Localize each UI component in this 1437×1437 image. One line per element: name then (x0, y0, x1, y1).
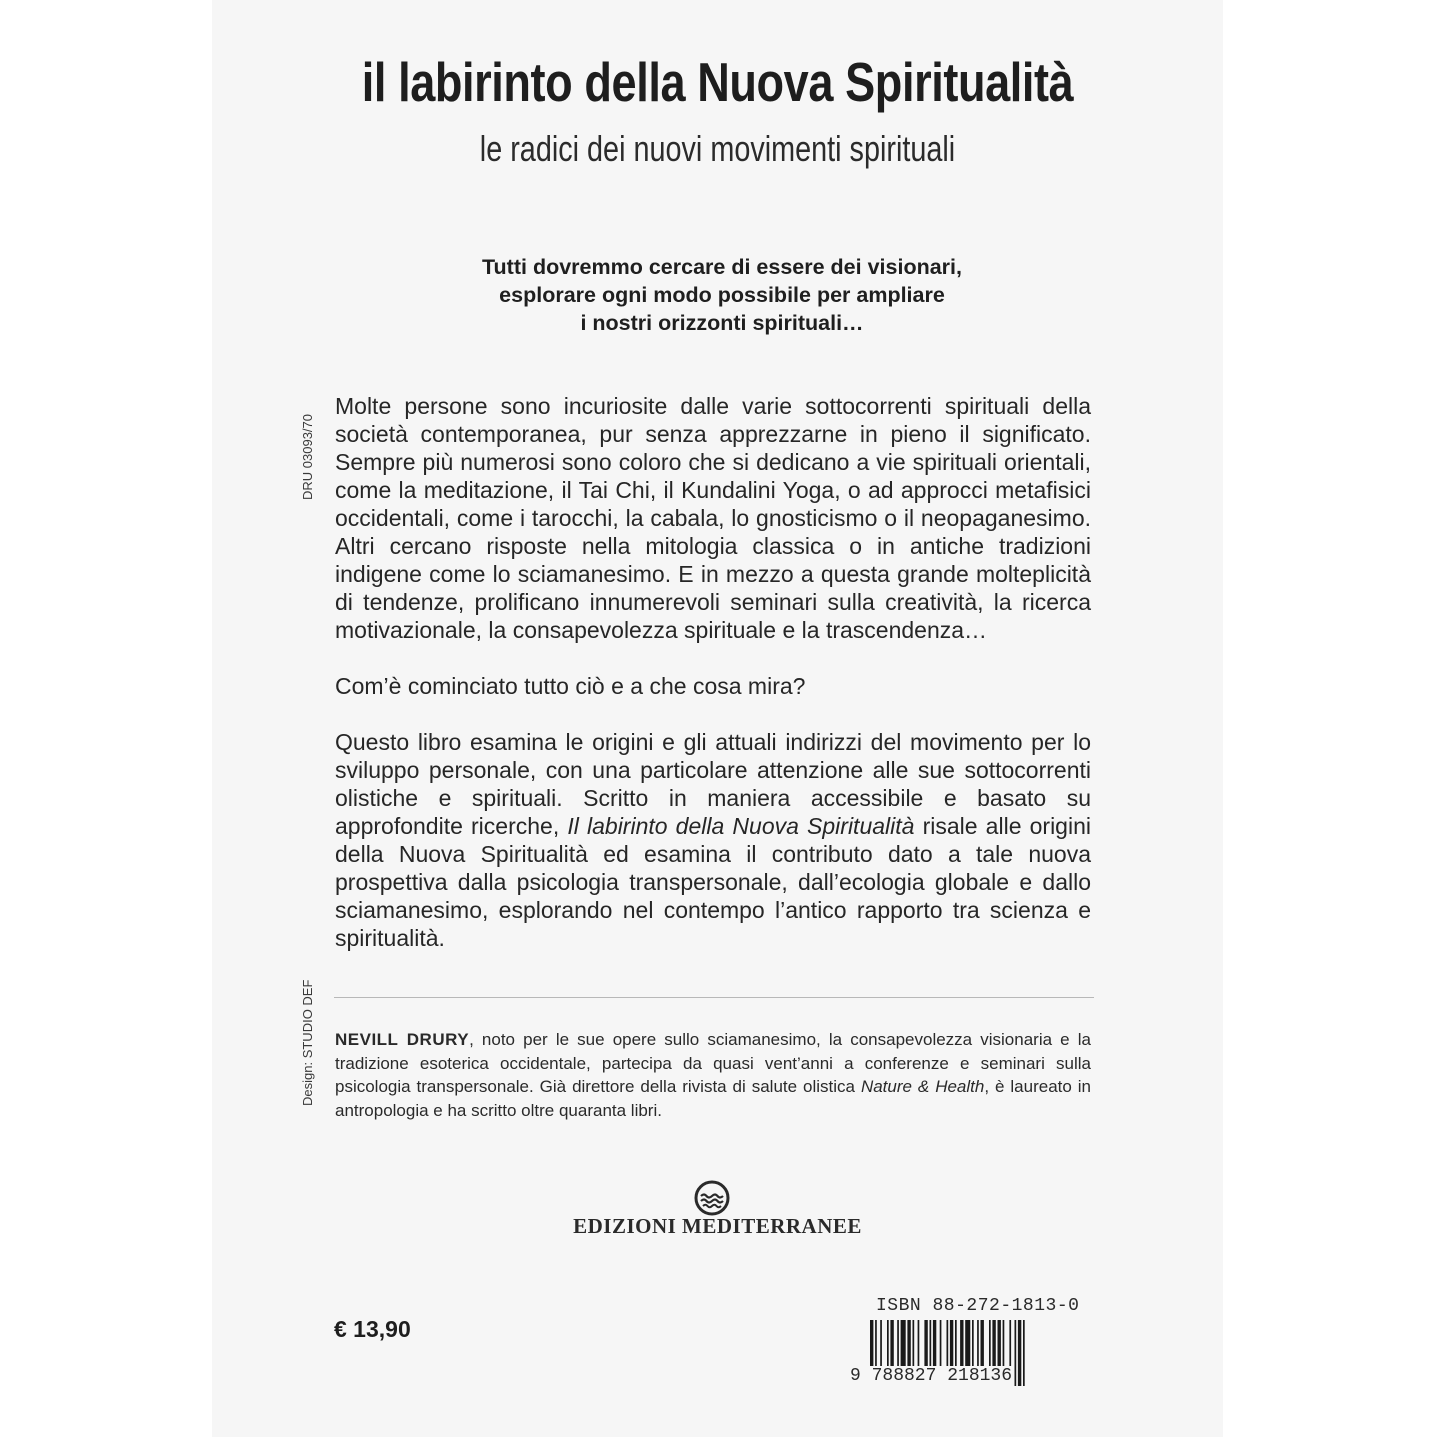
barcode-digits: 9 788827 218136 (850, 1366, 1013, 1386)
book-title-italic: Il labirinto della Nuova Spiritualità (567, 813, 915, 839)
catalog-code: DRU 03093/70 (300, 414, 315, 500)
book-subtitle: le radici dei nuovi movimenti spirituali (479, 128, 956, 169)
book-title: il labirinto della Nuova Spiritualità (361, 51, 1074, 113)
divider-line (334, 997, 1094, 998)
isbn: ISBN 88-272-1813-0 (876, 1296, 1080, 1316)
blurb-text-run: Questo libro esamina le origini e gli attuali indirizzi del movimento per lo sviluppo personale, con una particolare attenzione alle sue sottocorrenti olistiche e spirituali. Scritto in maniera accessibile e basato su approfondite ricerche, (335, 729, 1091, 839)
blurb-text (335, 392, 1091, 952)
barcode-bar (1018, 1320, 1021, 1386)
author-bio-text: , noto per le sue opere sullo sciamanesimo, la consapevolezza visionaria e la tradizione esoterica occidentale, partecipa da quasi vent’anni a conferenze e seminari sulla psicologia transpersonale. Già direttore della rivista di salute olistica (335, 1030, 1091, 1096)
author-bio (335, 1028, 1091, 1122)
quote-line: esplorare ogni modo possibile per ampliare (499, 283, 945, 307)
blurb-paragraph-1: Molte persone sono incuriosite dalle varie sottocorrenti spirituali della società contemporanea, pur senza apprezzarne in pieno il significato. Sempre più numerosi sono coloro che si dedicano a vie spirituali orientali, come la meditazione, il Tai Chi, il Kundalini Yoga, o ad approcci metafisici occidentali, come i tarocchi, la cabala, lo gnosticismo o il neopaganesimo. Altri cercano risposte nella mitologia classica o in antiche tradizioni indigene come lo sciamanesimo. E in mezzo a questa grande molteplicità di tendenze, prolificano innumerevoli seminari sulla creatività, la ricerca motivazionale, la consapevolezza spirituale e la trascendenza… (335, 393, 1091, 643)
magazine-name: Nature & Health (860, 1077, 985, 1096)
barcode-bar (1015, 1320, 1017, 1386)
publisher-name: EDIZIONI MEDITERRANEE (573, 1214, 862, 1238)
blurb-paragraph-3 (335, 728, 1091, 952)
quote-line: i nostri orizzonti spirituali… (580, 311, 864, 335)
book-back-cover (212, 0, 1223, 1437)
author-bio-text: , è laureato in antropologia e ha scritto oltre quaranta libri. (335, 1077, 1092, 1120)
epigraph-quote (412, 253, 1032, 337)
price: € 13,90 (334, 1316, 411, 1342)
barcode-bar (1023, 1320, 1025, 1386)
blurb-text-run: risale alle origini della Nuova Spiritualità ed esamina il contributo dato a tale nuova prospettiva dalla psicologia transpersonale, dall’ecologia globale e dallo sciamanesimo, esplorando nel contempo l’antico rapporto tra scienza e spiritualità. (335, 813, 1091, 951)
quote-line: Tutti dovremmo cercare di essere dei visionari, (482, 255, 962, 279)
author-name: NEVILL DRURY (335, 1030, 470, 1049)
blurb-paragraph-2: Com’è cominciato tutto ciò e a che cosa mira? (335, 673, 806, 699)
design-credit: Design: STUDIO DEF (300, 979, 315, 1106)
